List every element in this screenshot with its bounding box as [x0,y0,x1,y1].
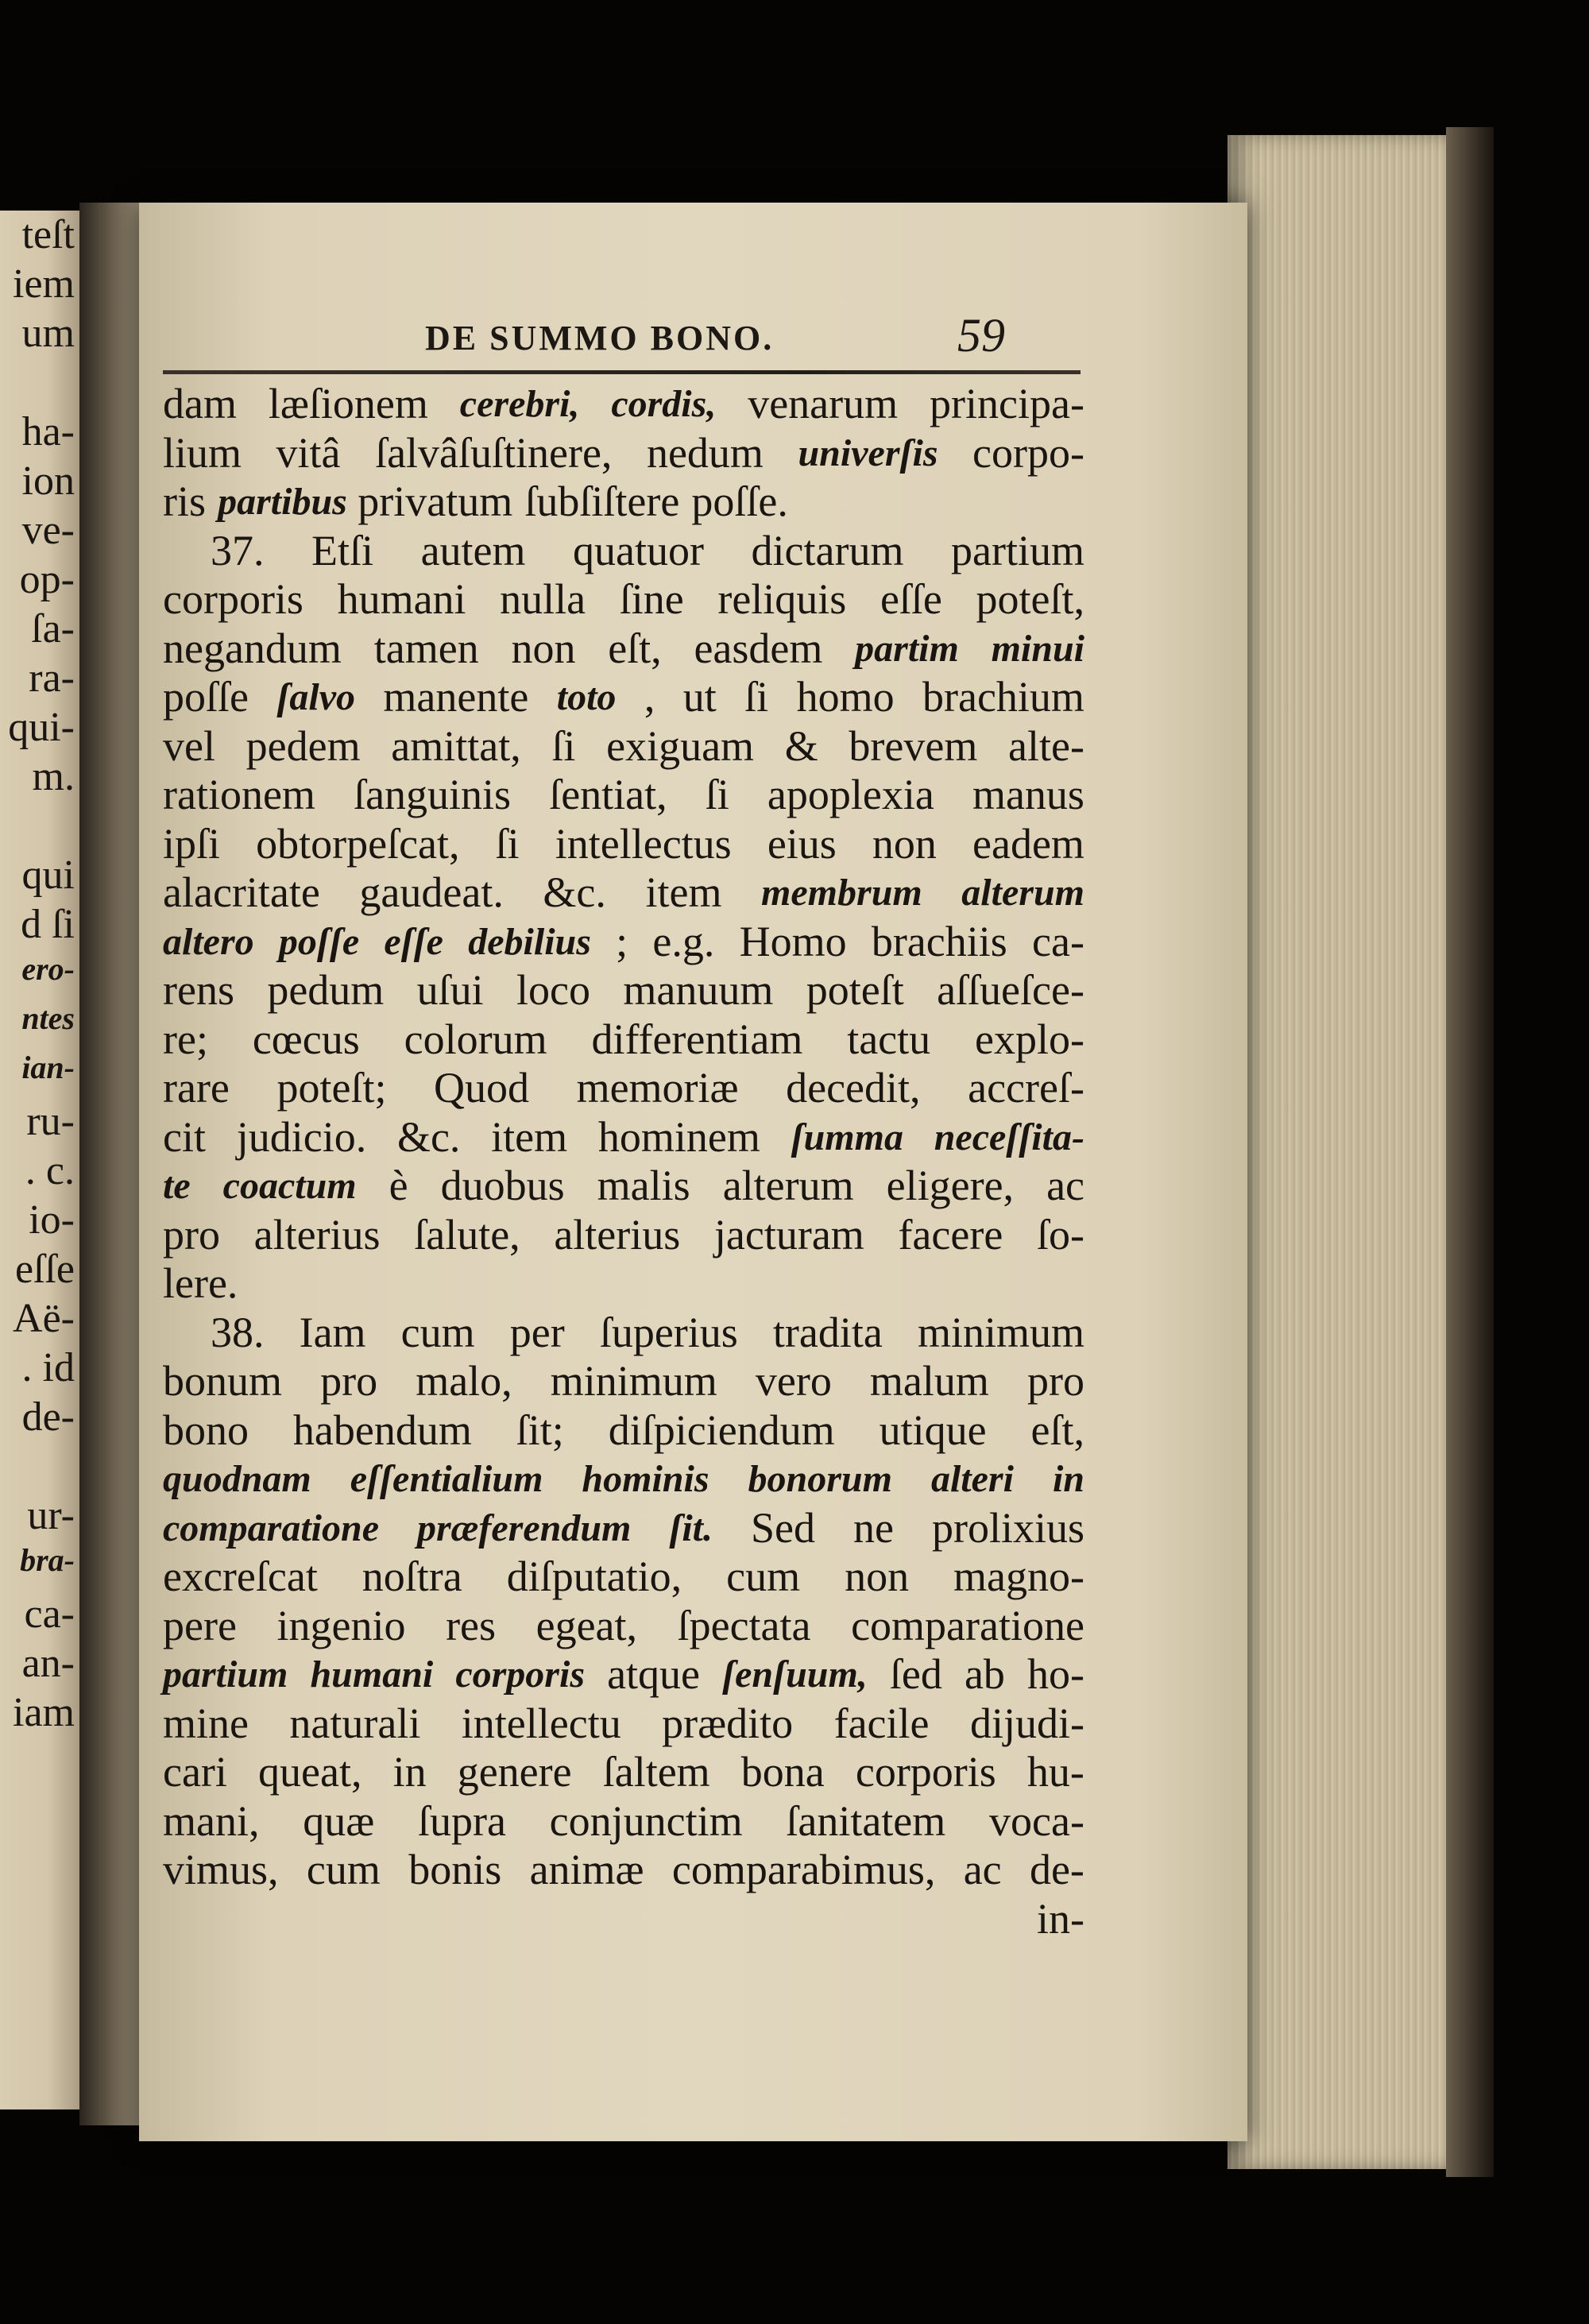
word: facile [833,1699,930,1747]
text-line [163,1309,1084,1358]
word: eligere, [886,1162,1015,1209]
word: univerſis [798,431,938,474]
word: poteſt [806,966,904,1014]
word: nulla [500,575,586,623]
left-page-fragment: ru- [26,1099,75,1144]
left-page-fragment: Aë- [13,1296,75,1341]
word: 37. [211,526,265,574]
word: item [645,868,722,916]
word: non [511,624,576,672]
word: partibus [218,481,347,523]
word: ſi [551,721,576,770]
word: diſputatio, [506,1553,682,1600]
word: diſpiciendum [608,1406,835,1454]
left-page-fragment: ve- [21,508,75,553]
text-line [163,1113,1084,1162]
word: judicio. [236,1112,367,1161]
word: conjunctim [549,1796,743,1845]
left-page-fragment: iam [13,1690,75,1735]
text-line [163,1259,1084,1309]
word: minimum [917,1308,1084,1356]
left-facing-page [0,211,79,2109]
word: queat, [258,1748,362,1796]
left-page-fragment: ſa- [31,606,75,652]
word: ſentiat, [549,771,667,818]
left-page-fragment: ian- [21,1050,75,1085]
left-page-fragment: ra- [29,655,75,701]
body-text [163,380,1084,1943]
word: prædito [662,1699,794,1747]
word: ſanguinis [354,771,512,818]
word: eſt, [1030,1406,1084,1454]
left-page-fragment: ha- [21,409,75,454]
word: rare [163,1064,230,1112]
word: intellectu [461,1699,621,1747]
word: quæ [303,1796,375,1845]
word: te [163,1165,191,1207]
word: mani, [163,1796,260,1845]
word: autem [420,526,526,574]
word: &c. [396,1112,461,1161]
word: animæ [529,1846,644,1893]
word: partium [163,1653,288,1696]
word: eadem [972,819,1084,868]
word: eſſe [880,575,942,623]
word: &c. [543,868,606,916]
word: & [784,721,818,770]
text-line [163,1015,1084,1065]
left-page-fragment: ca- [24,1591,75,1637]
word: tradita [772,1308,883,1356]
word: facere [898,1210,1003,1259]
word: manuum [623,966,774,1014]
text-line [163,1846,1084,1895]
word: ; [616,917,628,965]
word: voca- [989,1796,1084,1845]
text-line [163,918,1084,967]
word: brevem [849,721,978,770]
word: corporis [855,1748,996,1796]
word: dam [163,380,237,427]
word: altero [163,920,254,963]
word: prolixius [931,1503,1084,1552]
left-page-fragment: iem [13,261,75,307]
word: bonorum [748,1458,892,1500]
word: poteſt; [276,1064,387,1112]
word: neceſſita- [934,1116,1084,1158]
word: memoriæ [576,1064,739,1112]
word: malo, [416,1357,512,1405]
left-page-fragment: ero- [21,951,75,987]
word: ſi [495,819,520,868]
word: præferendum [417,1506,632,1549]
word: pedum [267,966,385,1014]
word: pro [1027,1357,1084,1405]
left-page-fragment: m. [32,754,75,799]
word: quatuor [573,526,704,574]
word: eſſe [384,920,443,963]
word: ſo- [1036,1210,1084,1259]
text-line [163,1504,1084,1553]
word: loco [516,966,591,1014]
page-edges [1228,135,1450,2169]
left-page-fragment: ion [21,458,75,504]
left-page-fragment: io- [29,1197,75,1243]
word: pere [163,1601,237,1649]
word: venarum [748,380,899,427]
word: ſanitatem [786,1796,946,1845]
word: res [446,1601,497,1649]
word: ſi [705,771,729,818]
text-line [163,380,1084,429]
word: tactu [847,1015,931,1063]
header-rule [163,370,1081,374]
word: cum [400,1308,475,1356]
word: poſſe [163,673,249,721]
text-line [163,1162,1084,1211]
word: ſubſiſtere [524,478,680,525]
word: minui [991,627,1084,670]
word: ſuperius [599,1308,738,1356]
word: egeat, [535,1601,638,1649]
word: quodnam [163,1458,311,1500]
word: apoplexia [767,771,934,818]
word: ſine [619,575,684,623]
word: naturali [289,1699,421,1747]
book-shadow [1446,127,1494,2177]
text-line [163,527,1084,576]
word: alteri [930,1458,1014,1500]
word: mine [163,1699,249,1747]
word: ipſi [163,819,221,868]
text-line [163,429,1084,478]
word: ſumma [791,1116,903,1158]
word: ho- [1027,1650,1084,1698]
text-line [163,625,1084,674]
word: partim [855,627,959,670]
left-page-fragment: an- [21,1641,75,1686]
text-line [163,868,1084,918]
word: hominem [597,1112,760,1161]
word: ſit. [669,1506,713,1549]
word: poſſe [278,920,360,963]
word: cum [306,1846,381,1893]
word: non [872,819,937,868]
left-page-fragment: qui [21,853,75,898]
word: dictarum [751,526,904,574]
word: principa- [930,380,1084,427]
word: negandum [163,624,342,672]
word: colorum [404,1015,547,1063]
word: eſſentialium [350,1458,543,1500]
word: cœcus [252,1015,360,1063]
word: è [389,1162,408,1209]
word: de- [1029,1846,1084,1893]
word: noſtra [361,1553,462,1600]
word: eius [767,819,837,868]
word: habendum [292,1406,472,1454]
word: amittat, [391,721,521,770]
left-page-fragment: de- [21,1394,75,1440]
word: gaudeat. [359,868,504,916]
word: alacritate [163,868,320,916]
word: manus [972,771,1084,818]
word: explo- [975,1015,1084,1063]
left-page-fragment: op- [19,557,75,602]
word: Homo [739,917,847,965]
word: dijudi- [969,1699,1084,1747]
text-line [163,1064,1084,1113]
left-page-fragment: . c. [25,1148,75,1193]
word: ſupra [417,1796,506,1845]
word: bonis [408,1846,502,1893]
left-page-fragment: . id [21,1345,75,1390]
word: non [845,1553,910,1600]
word: malis [597,1162,690,1209]
word: comparatione [851,1601,1084,1649]
word: lere. [163,1259,238,1307]
word: ſpectata [677,1601,811,1649]
left-page-fragment: d ſi [21,902,75,947]
left-page-fragment: qui- [8,705,75,750]
text-line [163,1455,1084,1504]
word: rens [163,966,234,1014]
word: magno- [953,1553,1084,1600]
word: eſt, [608,624,662,672]
word: alterum [961,872,1084,914]
word: vimus, [163,1846,279,1893]
word: exiguam [606,721,755,770]
word: comparatione [163,1506,379,1549]
word: utique [879,1406,987,1454]
word: partium [951,526,1084,574]
left-page-fragment: bra- [20,1542,75,1578]
text-line [163,1553,1084,1602]
word: decedit, [786,1064,921,1112]
word: , [644,673,655,721]
word: in- [1037,1894,1084,1943]
word: tamen [373,624,479,672]
word: bono [163,1406,249,1454]
word: reliquis [717,575,847,623]
word: Iam [299,1308,366,1356]
word: ſenſuum, [722,1653,868,1696]
text-line [163,722,1084,771]
word: in [1052,1458,1084,1500]
word: poſſe. [691,478,788,525]
left-page-fragment: eſſe [14,1247,75,1292]
word: malum [869,1357,989,1405]
word: ſi [744,673,769,721]
word: humani [310,1653,434,1696]
word: bonum [163,1357,283,1405]
left-page-fragment: um [21,311,75,356]
word: uſui [416,966,484,1014]
word: per [509,1308,565,1356]
text-line [163,966,1084,1015]
word: rationem [163,771,315,818]
text-line [163,820,1084,869]
word: ut [682,673,717,721]
text-line [163,1602,1084,1651]
word: jacturam [713,1210,864,1259]
word: ſed [889,1650,942,1698]
word: atque [607,1650,701,1698]
word: cordis, [611,383,717,425]
left-page-fragment: ntes [21,1000,75,1036]
word: brachiis [871,917,1007,965]
word: pedem [246,721,361,770]
word: item [491,1112,568,1161]
word: nedum [646,428,764,477]
word: Quod [434,1064,530,1112]
word: ſalvâſuſtinere, [375,428,613,477]
page-number: 59 [957,309,1005,362]
word: hominis [582,1458,709,1500]
word: ſalute, [414,1210,520,1259]
word: vero [755,1357,832,1405]
word: vel [163,721,215,770]
text-line [163,1748,1084,1797]
text-line [163,1406,1084,1456]
text-line [163,478,1084,527]
word: ab [964,1650,1005,1698]
word: ſit; [516,1406,564,1454]
word: ac [1046,1162,1084,1209]
word: pro [163,1210,220,1259]
word: differentiam [591,1015,803,1063]
word: excreſcat [163,1553,318,1600]
word: lium [163,428,242,477]
text-line [163,1650,1084,1699]
word: debilius [468,920,591,963]
text-line [163,1797,1084,1846]
word: manente [383,673,529,721]
word: cari [163,1748,227,1796]
word: ca- [1032,917,1084,965]
text-line [163,1699,1084,1749]
text-line [163,771,1084,820]
word: ſalvo [276,676,356,718]
word: cum [726,1553,801,1600]
running-head: DE SUMMO BONO. [425,319,775,358]
word: corporis [163,575,303,623]
word: comparabimus, [671,1846,936,1893]
word: cit [163,1112,206,1161]
word: 38. [211,1308,265,1356]
word: ris [163,478,206,525]
word: ne [853,1503,894,1552]
text-line [163,575,1084,625]
word: toto [556,676,617,718]
word: Etſi [311,526,374,574]
word: minimum [550,1357,717,1405]
word: membrum [761,872,922,914]
text-line [163,1211,1084,1260]
word: alterius [253,1210,381,1259]
word: vitâ [276,428,341,477]
left-page-fragment: teſt [21,212,75,257]
word: alte- [1008,721,1084,770]
left-page-fragment: ur- [27,1493,75,1538]
word: intellectus [555,819,732,868]
word: coactum [222,1165,357,1207]
word: bona [740,1748,825,1796]
word: privatum [358,478,513,525]
text-line [163,1357,1084,1406]
word: cerebri, [459,383,580,425]
word: aſſueſce- [937,966,1084,1014]
word: re; [163,1015,208,1063]
word: brachium [922,673,1084,721]
word: poteſt, [976,575,1084,623]
word: accreſ- [968,1064,1084,1112]
word: ingenio [276,1601,406,1649]
word: alterius [554,1210,681,1259]
text-line [163,673,1084,722]
word: in [392,1748,427,1796]
word: corpo- [972,428,1084,477]
word: easdem [694,624,823,672]
word: pro [320,1357,378,1405]
word: ſaltem [602,1748,710,1796]
word: læſionem [268,380,428,427]
word: genere [457,1748,572,1796]
word: Sed [751,1503,815,1552]
text-line [163,1895,1084,1944]
word: hu- [1026,1748,1084,1796]
word: alterum [722,1162,854,1209]
word: e.g. [652,917,715,965]
word: humani [337,575,466,623]
word: duobus [440,1162,565,1209]
word: ac [963,1846,1002,1893]
word: obtorpeſcat, [256,819,460,868]
word: homo [796,673,895,721]
word: corporis [455,1653,585,1696]
